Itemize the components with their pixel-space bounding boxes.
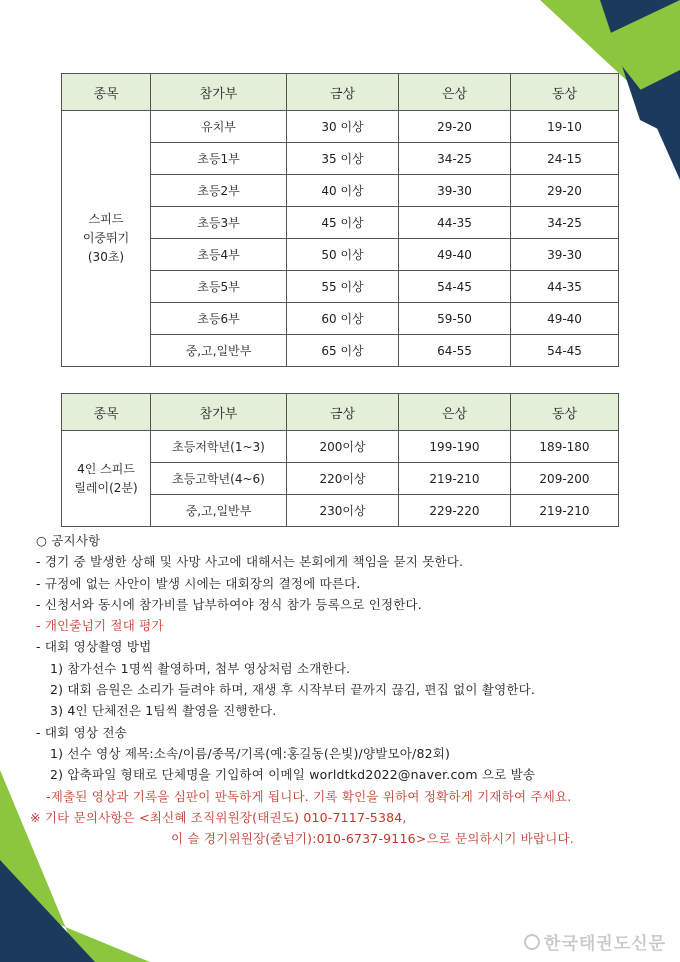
gold-cell: 35 이상 (287, 143, 399, 175)
header-bronze: 동상 (511, 394, 619, 431)
gold-cell: 220이상 (287, 463, 399, 495)
silver-cell: 199-190 (399, 431, 511, 463)
bronze-cell: 49-40 (511, 303, 619, 335)
notice-section (30, 530, 646, 849)
division-cell: 유치부 (151, 111, 287, 143)
bronze-cell: 39-30 (511, 239, 619, 271)
table-row (62, 431, 619, 463)
table-header-row (62, 74, 619, 111)
bronze-cell: 44-35 (511, 271, 619, 303)
division-cell: 초등저학년(1~3) (151, 431, 287, 463)
bronze-cell: 19-10 (511, 111, 619, 143)
bronze-cell: 209-200 (511, 463, 619, 495)
gold-cell: 40 이상 (287, 175, 399, 207)
gold-cell: 55 이상 (287, 271, 399, 303)
notice-line: - 경기 중 발생한 상해 및 사망 사고에 대해서는 본회에게 책임을 묻지 못한다. (36, 554, 464, 570)
gold-cell: 30 이상 (287, 111, 399, 143)
notice-line-highlight: -제출된 영상과 기록을 심판이 판독하게 됩니다. 기록 확인을 위하여 정확하게 기재하여 주세요. (46, 788, 572, 804)
speed-relay-table (61, 393, 619, 527)
notice-subline: 1) 선수 영상 제목:소속/이름/종목/기록(예:홍길동(은빛)/양발모아/82회) (50, 745, 451, 761)
gold-cell: 200이상 (287, 431, 399, 463)
division-cell: 중,고,일반부 (151, 335, 287, 367)
notice-line: - 규정에 없는 사안이 발생 시에는 대회장의 결정에 따른다. (36, 575, 361, 591)
silver-cell: 229-220 (399, 495, 511, 527)
silver-cell: 49-40 (399, 239, 511, 271)
bronze-cell: 189-180 (511, 431, 619, 463)
gold-cell: 230이상 (287, 495, 399, 527)
notice-heading: ○ 공지사항 (36, 533, 101, 548)
notice-contact-line: 이 슬 경기위원장(줄넘기):010-6737-9116>으로 문의하시기 바랍니다. (171, 831, 574, 847)
speed-double-jump-table (61, 73, 619, 367)
notice-line: - 대회 영상촬영 방법 (36, 639, 152, 655)
division-cell: 초등3부 (151, 207, 287, 239)
notice-line: - 신청서와 동시에 참가비를 납부하여야 정식 참가 등록으로 인정한다. (36, 596, 422, 612)
bronze-cell: 34-25 (511, 207, 619, 239)
category-line: 스피드 (88, 212, 124, 226)
header-silver: 은상 (399, 394, 511, 431)
notice-contact-line: ※ 기타 문의사항은 <최신혜 조직위원장(태권도) 010-7117-5384, (30, 809, 407, 825)
category-line: 이중뛰기 (82, 231, 130, 245)
bronze-cell: 54-45 (511, 335, 619, 367)
header-gold: 금상 (287, 394, 399, 431)
division-cell: 초등고학년(4~6) (151, 463, 287, 495)
division-cell: 초등2부 (151, 175, 287, 207)
header-division: 참가부 (151, 74, 287, 111)
category-line: 릴레이(2분) (74, 480, 138, 495)
header-bronze: 동상 (511, 74, 619, 111)
watermark-text: 한국태권도신문 (544, 934, 666, 954)
silver-cell: 219-210 (399, 463, 511, 495)
header-division: 참가부 (151, 394, 287, 431)
header-event: 종목 (62, 74, 151, 111)
silver-cell: 54-45 (399, 271, 511, 303)
gold-cell: 65 이상 (287, 335, 399, 367)
notice-subline: 2) 압축파일 형태로 단체명을 기입하여 이메일 worldtkd2022@naver.com 으로 발송 (50, 767, 536, 783)
watermark (524, 929, 666, 954)
event-category-cell (62, 111, 151, 367)
header-silver: 은상 (399, 74, 511, 111)
notice-line-highlight: - 개인줄넘기 절대 평가 (36, 618, 164, 634)
silver-cell: 34-25 (399, 143, 511, 175)
division-cell: 중,고,일반부 (151, 495, 287, 527)
division-cell: 초등4부 (151, 239, 287, 271)
gold-cell: 50 이상 (287, 239, 399, 271)
division-cell: 초등5부 (151, 271, 287, 303)
notice-subline: 3) 4인 단체전은 1팀씩 촬영을 진행한다. (50, 703, 277, 719)
division-cell: 초등6부 (151, 303, 287, 335)
silver-cell: 64-55 (399, 335, 511, 367)
table-row (62, 111, 619, 143)
bronze-cell: 219-210 (511, 495, 619, 527)
silver-cell: 29-20 (399, 111, 511, 143)
table-header-row (62, 394, 619, 431)
header-event: 종목 (62, 394, 151, 431)
silver-cell: 44-35 (399, 207, 511, 239)
division-cell: 초등1부 (151, 143, 287, 175)
silver-cell: 59-50 (399, 303, 511, 335)
bronze-cell: 24-15 (511, 143, 619, 175)
header-gold: 금상 (287, 74, 399, 111)
gold-cell: 45 이상 (287, 207, 399, 239)
silver-cell: 39-30 (399, 175, 511, 207)
event-category-cell (62, 431, 151, 527)
notice-line: - 대회 영상 전송 (36, 724, 127, 740)
watermark-logo-icon (524, 934, 540, 950)
bronze-cell: 29-20 (511, 175, 619, 207)
notice-subline: 2) 대회 음원은 소리가 들려야 하며, 재생 후 시작부터 끝까지 끊김, 편집 없이 촬영한다. (50, 682, 536, 698)
notice-subline: 1) 참가선수 1명씩 촬영하며, 첨부 영상처럼 소개한다. (50, 660, 351, 676)
category-line: 4인 스피드 (77, 461, 135, 476)
category-line: (30초) (87, 250, 125, 264)
gold-cell: 60 이상 (287, 303, 399, 335)
